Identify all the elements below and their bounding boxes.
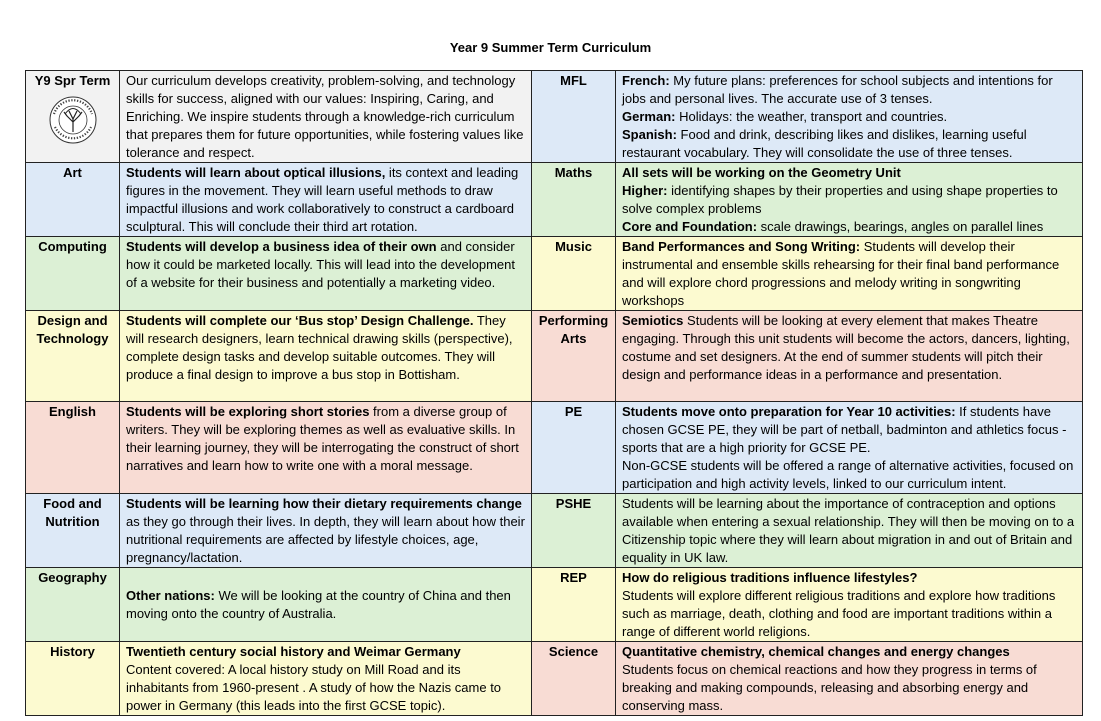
description-para: Spanish: Food and drink, describing likes and dislikes, learning useful restaurant vocabulary. They will consolidate the use of three tenses. (622, 127, 1027, 160)
description-para: Students focus on chemical reactions and how they progress in terms of breaking and making compounds, releasing and absorbing energy and conserving mass. (622, 662, 1037, 713)
description-para: Students will complete our ‘Bus stop’ Design Challenge. They will research designers, learn technical drawing skills (perspective), complete design tasks and develop suitable outcomes. They will produce a final design to improve a bus stop in Bottisham. (126, 313, 513, 382)
table-row (26, 311, 1083, 402)
description-cell (120, 568, 532, 642)
subject-cell: History (26, 642, 120, 716)
subject-cell: Computing (26, 237, 120, 311)
subject-cell: Food and Nutrition (26, 494, 120, 568)
description-cell (120, 163, 532, 237)
college-logo-icon (48, 94, 98, 146)
description-para: Students will be exploring short stories from a diverse group of writers. They will be exploring themes as well as evaluative skills. In their learning journey, they will be interrogating the construct of short narratives and learn how to write one with a moral message. (126, 404, 519, 473)
intro-cell (120, 71, 532, 163)
subject-cell: MFL (532, 71, 616, 163)
description-cell (616, 568, 1083, 642)
table-row (26, 642, 1083, 716)
description-cell (616, 311, 1083, 402)
description-para: Other nations: We will be looking at the country of China and then moving onto the country of Australia. (126, 588, 511, 621)
subject-cell: Performing Arts (532, 311, 616, 402)
description-para: Content covered: A local history study on Mill Road and its inhabitants from 1960-present . A study of how the Nazis came to power in Germany (this leads into the first GCSE topic). (126, 662, 502, 713)
description-cell (616, 402, 1083, 494)
description-para: French: My future plans: preferences for school subjects and intentions for jobs and personal lives. The accurate use of 3 tenses. (622, 73, 1053, 106)
description-cell (120, 237, 532, 311)
description-para: German: Holidays: the weather, transport and countries. (622, 109, 948, 124)
description-cell (120, 402, 532, 494)
description-cell (120, 494, 532, 568)
table-row (26, 163, 1083, 237)
description-para: Semiotics Students will be looking at every element that makes Theatre engaging. Through this unit students will become the actors, dancers, lighting, costume and set designers. At the end of summer students will pitch their design and performance ideas in a performance and presentation. (622, 313, 1070, 382)
intro-text: Our curriculum develops creativity, problem-solving, and technology skills for success, aligned with our values: Inspiring, Caring, and Enriching. We inspire students through a knowledge-rich curriculum that prepares them for future opportunities, while fostering values like tolerance and respect. (126, 73, 524, 160)
subject-cell: Maths (532, 163, 616, 237)
description-para: Quantitative chemistry, chemical changes and energy changes (622, 644, 1010, 659)
description-cell (616, 163, 1083, 237)
description-para: All sets will be working on the Geometry Unit (622, 165, 901, 180)
description-para: Students will develop a business idea of their own and consider how it could be marketed locally. This will lead into the development of a website for their business and potentially a marketing video. (126, 239, 516, 290)
description-para: Students will learn about optical illusions, its context and leading figures in the movement. They will learn useful methods to draw impactful illusions and work collaboratively to construct a cardboard sculptural. This will conclude their third art rotation. (126, 165, 519, 234)
description-cell (616, 237, 1083, 311)
subject-cell: REP (532, 568, 616, 642)
description-para: Higher: identifying shapes by their properties and using shape properties to solve complex problems (622, 183, 1058, 216)
description-para: Students move onto preparation for Year 10 activities: If students have chosen GCSE PE, they will be part of netball, badminton and athletics focus - sports that are a high priority for GCSE PE. (622, 404, 1067, 455)
subject-cell: Geography (26, 568, 120, 642)
table-row (26, 568, 1083, 642)
table-row (26, 237, 1083, 311)
term-cell (26, 71, 120, 163)
table-row (26, 402, 1083, 494)
description-para (126, 569, 525, 587)
subject-cell: Design and Technology (26, 311, 120, 402)
description-cell (616, 642, 1083, 716)
description-para: Non-GCSE students will be offered a range of alternative activities, focused on participation and high activity levels, linked to our curriculum intent. (622, 458, 1074, 491)
table-row (26, 494, 1083, 568)
subject-cell: Science (532, 642, 616, 716)
description-para: Students will be learning how their dietary requirements change as they go through their lives. In depth, they will learn about how their nutritional requirements are affected by lifestyle choices, age, pregnancy/lactation. (126, 496, 525, 565)
description-para: Band Performances and Song Writing: Students will develop their instrumental and ensemble skills rehearsing for their final band performance and will explore chord progressions and melody writing in songwriting workshops (622, 239, 1060, 308)
table-row (26, 71, 1083, 163)
description-para: How do religious traditions influence lifestyles? (622, 570, 918, 585)
page-title: Year 9 Summer Term Curriculum (449, 40, 652, 55)
description-para: Twentieth century social history and Weimar Germany (126, 644, 461, 659)
term-label: Y9 Spr Term (34, 73, 111, 88)
description-cell (120, 642, 532, 716)
description-cell (616, 71, 1083, 163)
subject-cell: Music (532, 237, 616, 311)
description-para: Students will explore different religious traditions and explore how traditions such as marriage, death, clothing and food are important traditions within a range of different world religions. (622, 588, 1056, 639)
subject-cell: PSHE (532, 494, 616, 568)
curriculum-table (25, 70, 1083, 716)
description-para: Core and Foundation: scale drawings, bearings, angles on parallel lines (622, 219, 1044, 234)
description-para: Students will be learning about the importance of contraception and options available when entering a sexual relationship. They will then be moving on to a Citizenship topic where they will learn about migration in and out of Britain and equality in UK law. (622, 496, 1075, 565)
description-cell (120, 311, 532, 402)
subject-cell: Art (26, 163, 120, 237)
subject-cell: English (26, 402, 120, 494)
description-cell (616, 494, 1083, 568)
subject-cell: PE (532, 402, 616, 494)
